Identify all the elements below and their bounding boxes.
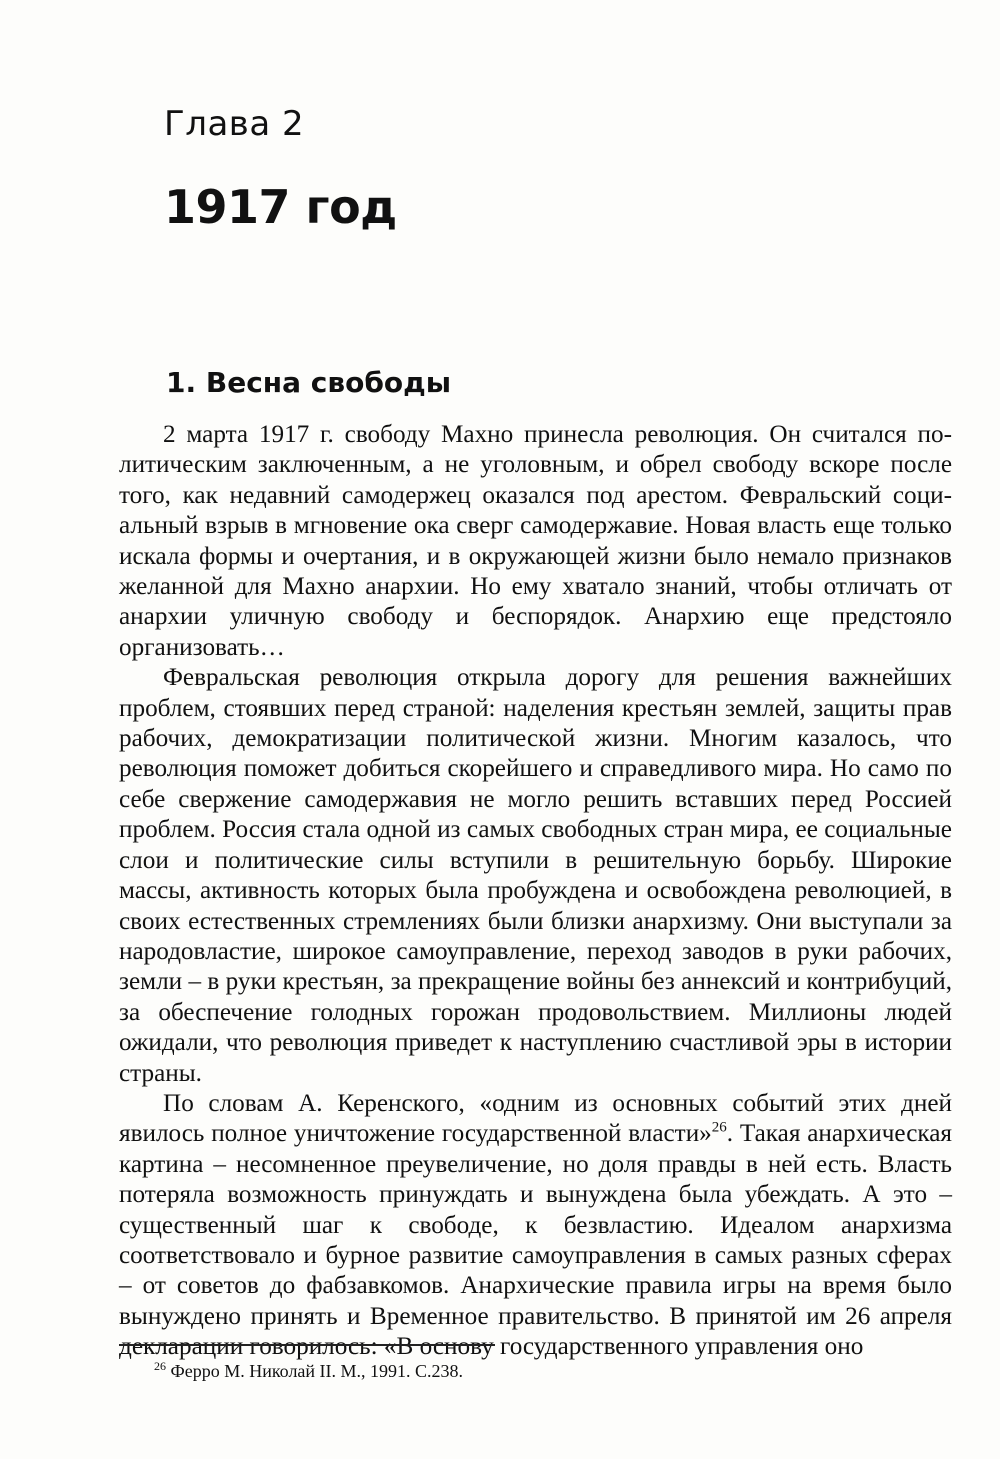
paragraph-3-text-start: По словам А. Керенского, «одним из основных событий этих дней явилось полное уничтожение государственной власти» — [119, 1089, 952, 1148]
footnote-divider — [119, 1344, 495, 1346]
footnote-reference: 26 — [711, 1119, 727, 1136]
chapter-title: 1917 год — [164, 180, 397, 234]
paragraph-3-text-end: . Такая анархическая картина – несомненное преувеличение, но доля правды в ней есть. Власть потеряла возможность принуждать и вынуждена была убеждать. А это – существенный шаг к свободе, к безвластию. Идеалом анархизма соответствовало и бурное развитие самоуправления в самых разных сферах – от советов до фабзавкомов. Анархические правила игры на время было вынуждено принять и Временное правительство. В принятой им 26 апреля декларации говорилось: «В основу государственного управления оно — [119, 1120, 952, 1361]
paragraph-1: 2 марта 1917 г. свободу Махно принесла революция. Он считался политическим заключенным, а не уголовным, и обрел свободу вскоре после того, как недавний самодержец оказался под арестом. Февральский социальный взрыв в мгновение ока сверг самодержавие. Новая власть еще только искала формы и очертания, и в окружающей жизни было немало признаков желанной для Махно анархии. Но ему хватало знаний, чтобы отличать от анархии уличную свободу и беспорядок. Анархию еще предстояло организовать… — [119, 421, 952, 661]
footnote-number: 26 — [154, 1359, 166, 1373]
section-heading: 1. Весна свободы — [166, 366, 452, 399]
footnote-text: Ферро М. Николай II. М., 1991. С.238. — [166, 1361, 464, 1381]
paragraph-2: Февральская революция открыла дорогу для решения важнейших проблем, стоявших перед страной: наделения крестьян землей, защиты прав рабочих, демократизации политической жизни. Многим казалось, что революция поможет добиться скорейшего и справедливого мира. Но само по себе свержение самодержавия не могло решить вставших перед Россией проблем. Россия стала одной из самых свободных стран мира, ее социальные слои и политические силы вступили в решительную борьбу. Широкие массы, активность которых была пробуждена и освобождена революцией, в своих естественных стремлениях были близки анархизму. Они выступали за народовластие, широкое самоуправление, переход заводов в руки рабочих, земли – в руки крестьян, за прекращение войны без аннексий и контрибуций, за обеспечение голодных горожан продовольствием. Миллионы людей ожидали, что революция приведет к наступлению счастливой эры в истории страны. — [119, 664, 952, 1087]
chapter-label: Глава 2 — [164, 104, 305, 144]
paragraph-3 — [119, 1089, 952, 1363]
footnote — [154, 1360, 463, 1382]
body-text — [119, 420, 952, 1363]
